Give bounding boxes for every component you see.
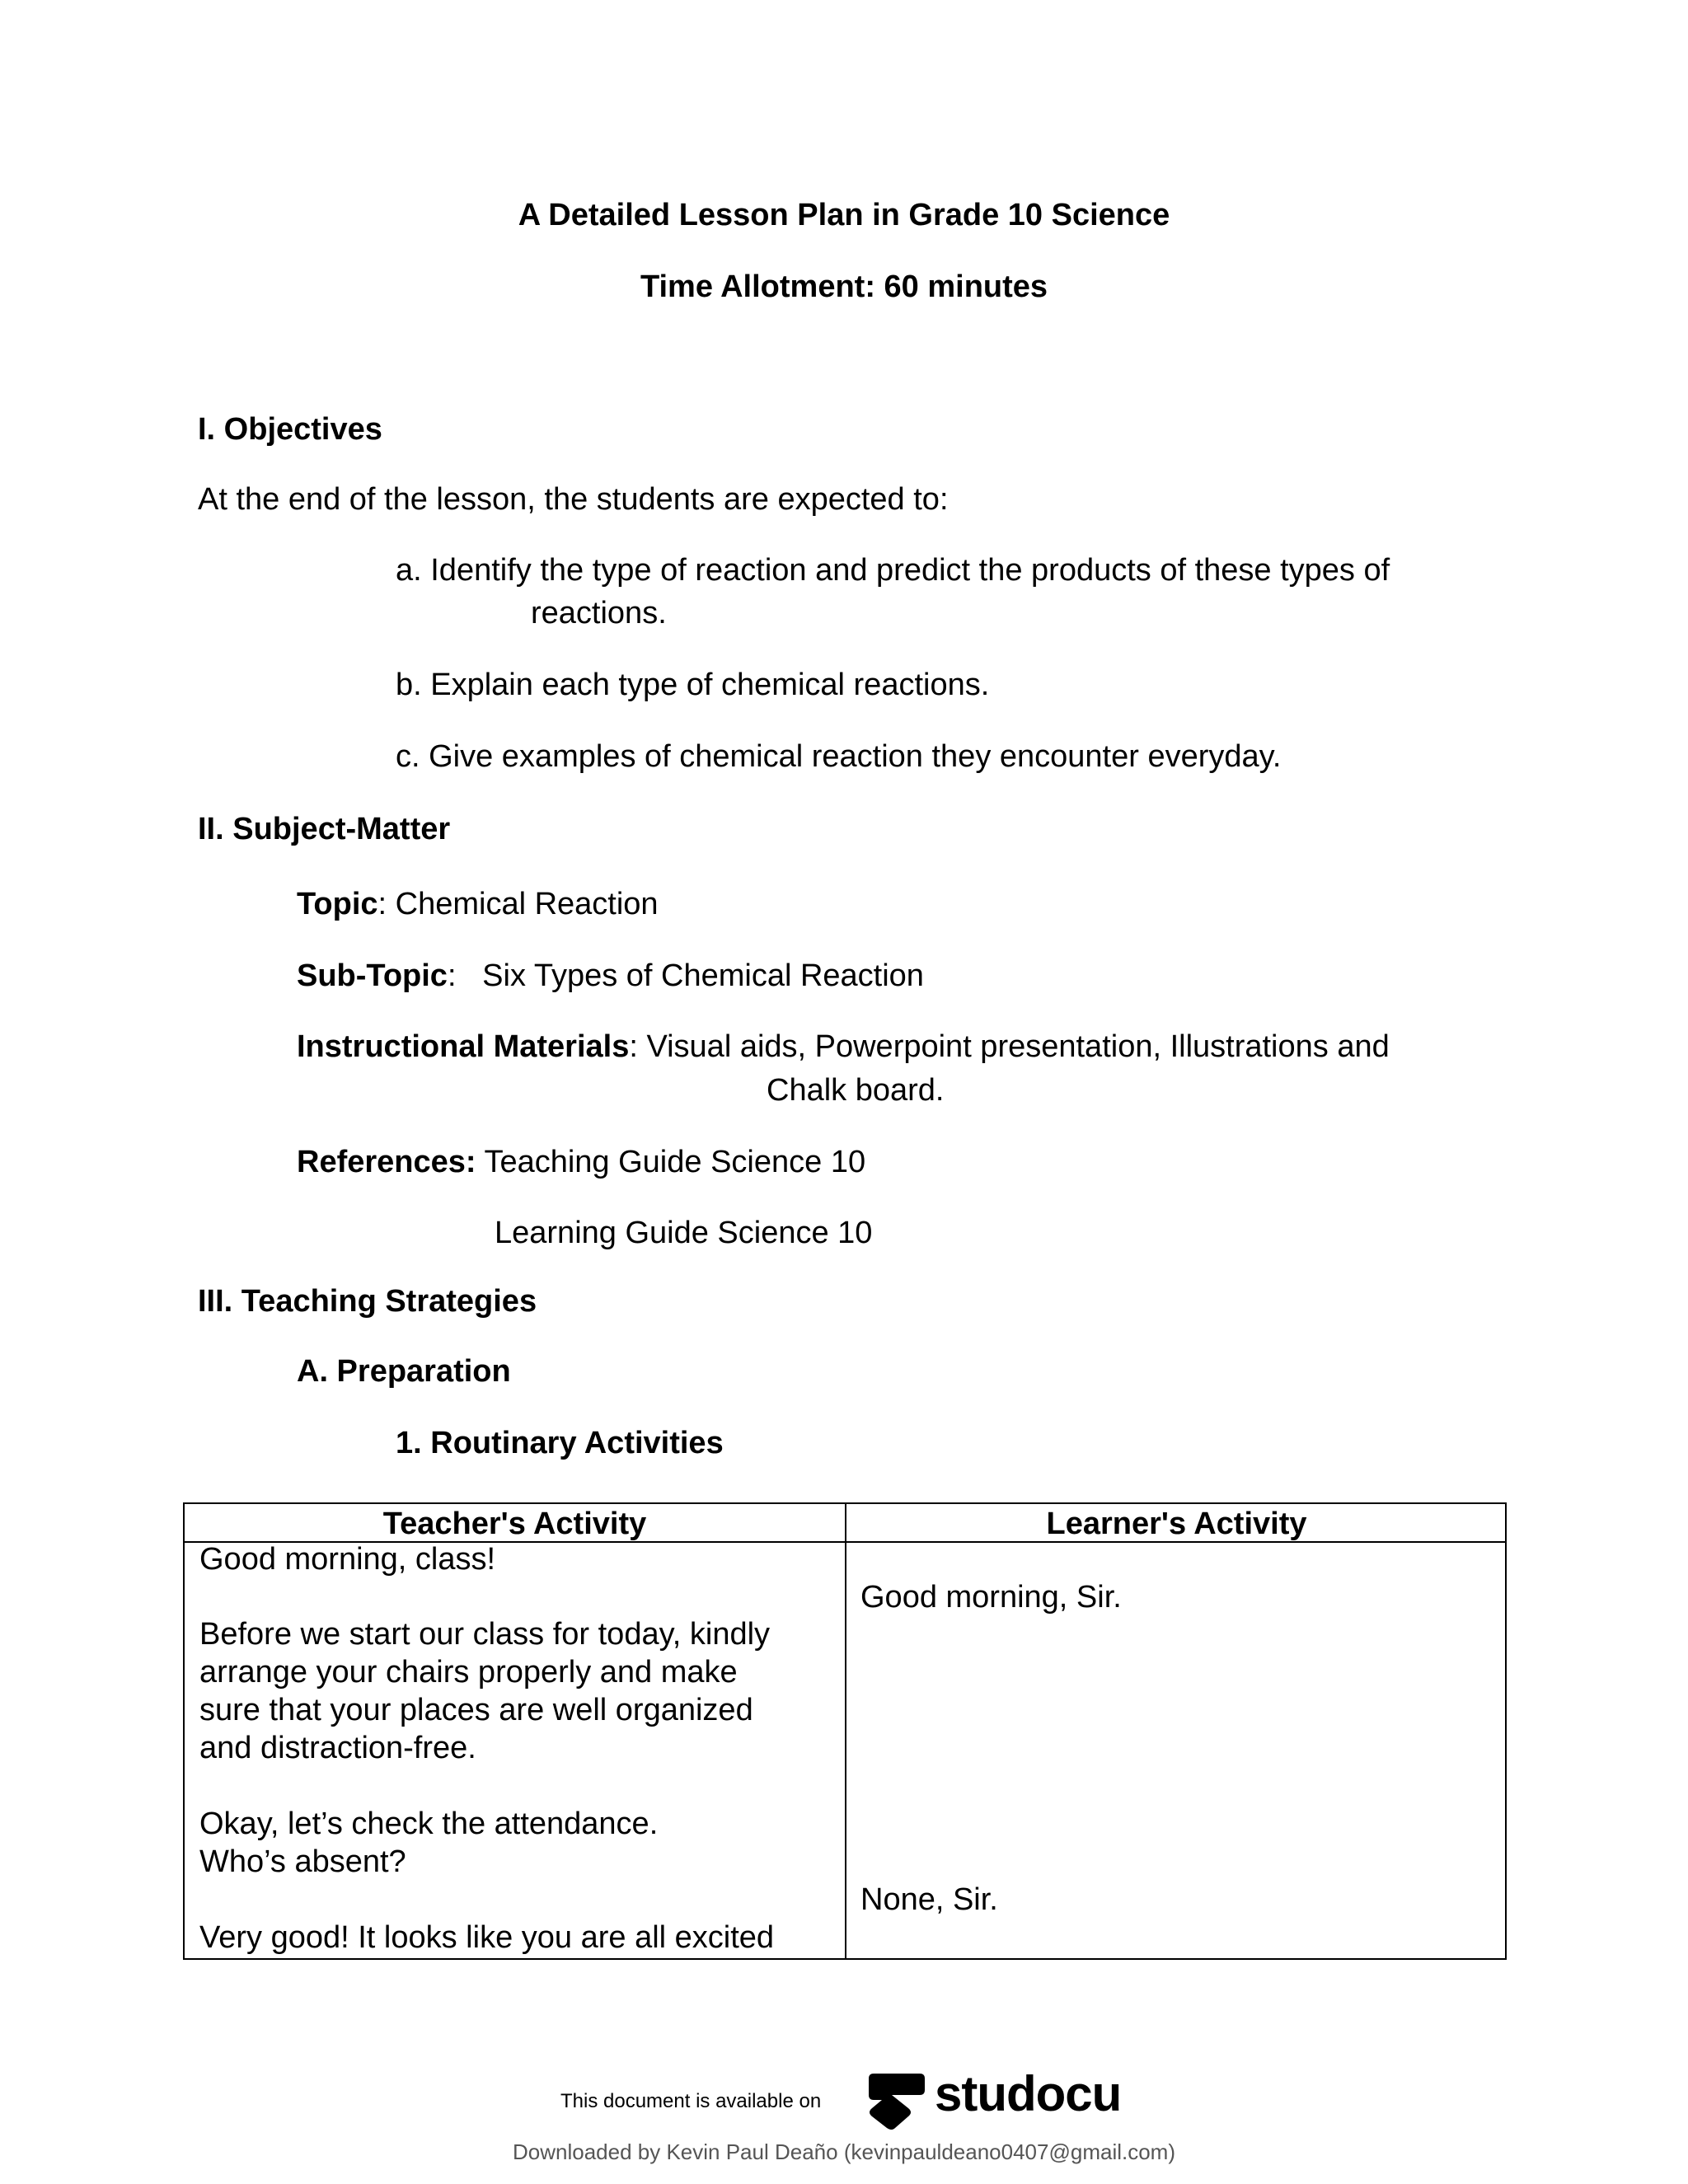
table-header-learner: Learner's Activity	[1046, 1507, 1307, 1541]
teaching-strategies-heading: III. Teaching Strategies	[198, 1284, 537, 1319]
objective-c: c. Give examples of chemical reaction they encounter everyday.	[396, 739, 1282, 774]
subtopic-value: : Six Types of Chemical Reaction	[447, 958, 924, 993]
subtopic-label: Sub-Topic	[297, 958, 448, 993]
teacher-line: Good morning, class!	[199, 1542, 496, 1577]
materials-row	[297, 1025, 1390, 1068]
studocu-logo[interactable]	[862, 2065, 931, 2139]
objectives-heading: I. Objectives	[198, 412, 382, 447]
subtopic-row	[297, 954, 924, 997]
topic-label: Topic	[297, 887, 378, 921]
document-title: A Detailed Lesson Plan in Grade 10 Science	[518, 198, 1170, 232]
teacher-line: sure that your places are well organized	[199, 1693, 753, 1727]
table-header-teacher: Teacher's Activity	[382, 1507, 647, 1541]
topic-row	[297, 883, 659, 926]
teacher-line: Very good! It looks like you are all excited	[199, 1920, 775, 1955]
table-column-divider	[845, 1504, 846, 1958]
objective-a-line2: reactions.	[531, 596, 667, 630]
downloaded-by: Downloaded by Kevin Paul Deaño (kevinpauldeano0407@gmail.com)	[513, 2139, 1175, 2164]
teacher-line: Okay, let’s check the attendance.	[199, 1807, 659, 1841]
teacher-line: arrange your chairs properly and make	[199, 1655, 738, 1690]
routinary-activities-heading: 1. Routinary Activities	[396, 1426, 724, 1460]
teacher-line: Who’s absent?	[199, 1844, 406, 1879]
materials-value-line2: Chalk board.	[767, 1073, 945, 1108]
teacher-line: and distraction-free.	[199, 1731, 476, 1765]
teacher-line: Before we start our class for today, kindly	[199, 1617, 771, 1652]
studocu-brand[interactable]: studocu	[935, 2066, 1122, 2121]
preparation-heading: A. Preparation	[297, 1354, 511, 1389]
references-value-2: Learning Guide Science 10	[495, 1216, 873, 1250]
subject-matter-heading: II. Subject-Matter	[198, 812, 451, 846]
objectives-intro: At the end of the lesson, the students are expected to:	[198, 482, 949, 517]
studocu-logo-icon	[862, 2065, 931, 2135]
activity-table	[183, 1502, 1507, 1960]
references-row	[297, 1141, 865, 1183]
references-label: References:	[297, 1145, 476, 1179]
available-on-text: This document is available on	[560, 2090, 822, 2112]
learner-line: Good morning, Sir.	[860, 1580, 1122, 1615]
topic-value: : Chemical Reaction	[377, 887, 659, 921]
objective-b: b. Explain each type of chemical reactions.	[396, 668, 990, 702]
learner-line: None, Sir.	[860, 1882, 998, 1917]
time-allotment: Time Allotment: 60 minutes	[640, 269, 1048, 304]
references-value-1: Teaching Guide Science 10	[484, 1145, 866, 1179]
materials-label: Instructional Materials	[297, 1029, 630, 1064]
materials-value-line1: : Visual aids, Powerpoint presentation, Illustrations and	[629, 1029, 1390, 1064]
objective-a-line1: a. Identify the type of reaction and predict the products of these types of	[396, 553, 1390, 588]
